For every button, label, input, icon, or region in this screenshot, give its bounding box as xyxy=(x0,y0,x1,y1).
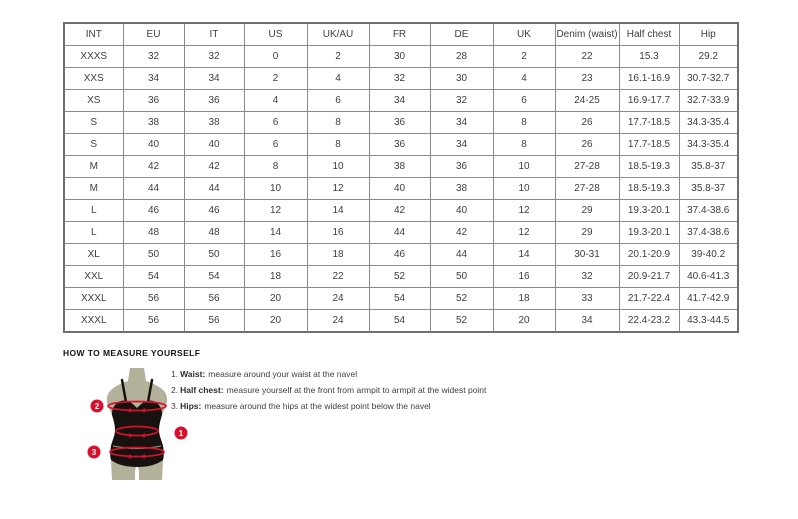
size-value-cell: 44 xyxy=(123,178,184,200)
table-row xyxy=(64,68,738,90)
size-value-cell: 35.8-37 xyxy=(679,178,738,200)
size-value-cell: 30-31 xyxy=(555,244,619,266)
mannequin-illustration xyxy=(86,368,192,482)
table-row xyxy=(64,178,738,200)
instruction-half-chest xyxy=(171,382,486,398)
size-value-cell: 41.7-42.9 xyxy=(679,288,738,310)
size-value-cell: 37.4-38.6 xyxy=(679,200,738,222)
size-value-cell: 6 xyxy=(244,134,307,156)
size-value-cell: 56 xyxy=(184,310,244,333)
size-value-cell: 4 xyxy=(244,90,307,112)
size-value-cell: 14 xyxy=(493,244,555,266)
size-table xyxy=(63,22,739,333)
size-value-cell: 48 xyxy=(123,222,184,244)
column-header: US xyxy=(244,23,307,46)
size-value-cell: 54 xyxy=(369,310,430,333)
marker-3-hips xyxy=(88,446,101,459)
size-table-head xyxy=(64,23,738,46)
size-value-cell: 30.7-32.7 xyxy=(679,68,738,90)
size-label-cell: XL xyxy=(64,244,123,266)
size-value-cell: 32 xyxy=(123,46,184,68)
size-value-cell: 8 xyxy=(244,156,307,178)
size-value-cell: 10 xyxy=(493,156,555,178)
size-value-cell: 26 xyxy=(555,112,619,134)
size-value-cell: 29 xyxy=(555,222,619,244)
instruction-label: Waist: xyxy=(180,369,206,379)
table-row xyxy=(64,244,738,266)
size-value-cell: 30 xyxy=(430,68,493,90)
size-value-cell: 35.8-37 xyxy=(679,156,738,178)
instruction-text: measure yourself at the front from armpit to armpit at the widest point xyxy=(226,385,487,395)
size-label-cell: L xyxy=(64,222,123,244)
size-value-cell: 18.5-19.3 xyxy=(619,178,679,200)
size-value-cell: 32 xyxy=(555,266,619,288)
size-value-cell: 36 xyxy=(123,90,184,112)
size-value-cell: 29 xyxy=(555,200,619,222)
column-header: Denim (waist) xyxy=(555,23,619,46)
size-value-cell: 44 xyxy=(430,244,493,266)
size-value-cell: 34.3-35.4 xyxy=(679,112,738,134)
size-value-cell: 22 xyxy=(307,266,369,288)
size-value-cell: 32.7-33.9 xyxy=(679,90,738,112)
size-value-cell: 15.3 xyxy=(619,46,679,68)
size-label-cell: S xyxy=(64,134,123,156)
size-value-cell: 38 xyxy=(123,112,184,134)
size-value-cell: 12 xyxy=(493,200,555,222)
size-value-cell: 4 xyxy=(493,68,555,90)
size-value-cell: 10 xyxy=(493,178,555,200)
size-value-cell: 34 xyxy=(123,68,184,90)
table-row xyxy=(64,288,738,310)
size-value-cell: 16 xyxy=(244,244,307,266)
size-value-cell: 42 xyxy=(430,222,493,244)
column-header: FR xyxy=(369,23,430,46)
size-value-cell: 40 xyxy=(184,134,244,156)
size-value-cell: 20 xyxy=(493,310,555,333)
size-label-cell: M xyxy=(64,178,123,200)
size-value-cell: 18.5-19.3 xyxy=(619,156,679,178)
size-value-cell: 56 xyxy=(184,288,244,310)
size-value-cell: 52 xyxy=(430,310,493,333)
size-label-cell: XS xyxy=(64,90,123,112)
size-value-cell: 50 xyxy=(430,266,493,288)
size-value-cell: 36 xyxy=(369,112,430,134)
size-value-cell: 46 xyxy=(369,244,430,266)
measure-heading: HOW TO MEASURE YOURSELF xyxy=(63,348,201,358)
size-value-cell: 20 xyxy=(244,288,307,310)
size-value-cell: 22.4-23.2 xyxy=(619,310,679,333)
size-value-cell: 52 xyxy=(369,266,430,288)
size-label-cell: XXXL xyxy=(64,288,123,310)
size-value-cell: 27-28 xyxy=(555,156,619,178)
size-value-cell: 2 xyxy=(493,46,555,68)
table-row xyxy=(64,134,738,156)
size-value-cell: 56 xyxy=(123,310,184,333)
size-label-cell: L xyxy=(64,200,123,222)
column-header: UK/AU xyxy=(307,23,369,46)
size-value-cell: 56 xyxy=(123,288,184,310)
size-value-cell: 46 xyxy=(123,200,184,222)
size-value-cell: 34 xyxy=(555,310,619,333)
size-value-cell: 24 xyxy=(307,288,369,310)
size-value-cell: 44 xyxy=(369,222,430,244)
size-value-cell: 40 xyxy=(123,134,184,156)
size-value-cell: 23 xyxy=(555,68,619,90)
size-value-cell: 40 xyxy=(430,200,493,222)
column-header: DE xyxy=(430,23,493,46)
table-row xyxy=(64,222,738,244)
table-row xyxy=(64,156,738,178)
size-value-cell: 14 xyxy=(244,222,307,244)
size-value-cell: 17.7-18.5 xyxy=(619,134,679,156)
size-value-cell: 46 xyxy=(184,200,244,222)
size-value-cell: 18 xyxy=(307,244,369,266)
size-value-cell: 34 xyxy=(430,112,493,134)
size-value-cell: 32 xyxy=(369,68,430,90)
size-value-cell: 8 xyxy=(493,134,555,156)
table-row xyxy=(64,46,738,68)
instruction-label: Half chest: xyxy=(180,385,224,395)
size-value-cell: 16 xyxy=(307,222,369,244)
size-value-cell: 10 xyxy=(244,178,307,200)
size-value-cell: 16.1-16.9 xyxy=(619,68,679,90)
marker-2-label: 2 xyxy=(94,402,100,411)
column-header: EU xyxy=(123,23,184,46)
instruction-number: 3. xyxy=(171,401,179,411)
size-value-cell: 4 xyxy=(307,68,369,90)
instruction-number: 1. xyxy=(171,369,179,379)
column-header: INT xyxy=(64,23,123,46)
column-header: Hip xyxy=(679,23,738,46)
size-value-cell: 36 xyxy=(430,156,493,178)
size-value-cell: 12 xyxy=(493,222,555,244)
size-value-cell: 10 xyxy=(307,156,369,178)
size-value-cell: 34.3-35.4 xyxy=(679,134,738,156)
size-value-cell: 48 xyxy=(184,222,244,244)
size-value-cell: 2 xyxy=(307,46,369,68)
instruction-hips xyxy=(171,398,486,414)
size-value-cell: 29.2 xyxy=(679,46,738,68)
size-value-cell: 6 xyxy=(244,112,307,134)
size-value-cell: 12 xyxy=(307,178,369,200)
size-value-cell: 16.9-17.7 xyxy=(619,90,679,112)
size-value-cell: 32 xyxy=(184,46,244,68)
size-value-cell: 34 xyxy=(369,90,430,112)
column-header: Half chest xyxy=(619,23,679,46)
size-label-cell: XXL xyxy=(64,266,123,288)
size-value-cell: 40.6-41.3 xyxy=(679,266,738,288)
size-value-cell: 18 xyxy=(244,266,307,288)
size-value-cell: 8 xyxy=(493,112,555,134)
size-value-cell: 8 xyxy=(307,112,369,134)
table-row xyxy=(64,200,738,222)
size-value-cell: 52 xyxy=(430,288,493,310)
instruction-label: Hips: xyxy=(180,401,202,411)
column-header: UK xyxy=(493,23,555,46)
size-value-cell: 40 xyxy=(369,178,430,200)
size-value-cell: 50 xyxy=(184,244,244,266)
size-value-cell: 22 xyxy=(555,46,619,68)
size-value-cell: 30 xyxy=(369,46,430,68)
column-header: IT xyxy=(184,23,244,46)
size-value-cell: 24-25 xyxy=(555,90,619,112)
size-value-cell: 16 xyxy=(493,266,555,288)
size-table-body xyxy=(64,46,738,333)
table-row xyxy=(64,310,738,333)
size-value-cell: 19.3-20.1 xyxy=(619,222,679,244)
instruction-waist xyxy=(171,366,486,382)
size-label-cell: S xyxy=(64,112,123,134)
size-value-cell: 19.3-20.1 xyxy=(619,200,679,222)
size-value-cell: 6 xyxy=(307,90,369,112)
size-value-cell: 44 xyxy=(184,178,244,200)
instruction-text: measure around the hips at the widest point below the navel xyxy=(204,401,431,411)
size-value-cell: 38 xyxy=(369,156,430,178)
instruction-number: 2. xyxy=(171,385,179,395)
size-value-cell: 43.3-44.5 xyxy=(679,310,738,333)
size-label-cell: XXXS xyxy=(64,46,123,68)
size-value-cell: 28 xyxy=(430,46,493,68)
measure-instructions xyxy=(171,366,486,414)
size-value-cell: 24 xyxy=(307,310,369,333)
size-value-cell: 32 xyxy=(430,90,493,112)
table-row xyxy=(64,266,738,288)
size-value-cell: 38 xyxy=(430,178,493,200)
size-value-cell: 20.9-21.7 xyxy=(619,266,679,288)
marker-3-label: 3 xyxy=(91,448,97,457)
size-value-cell: 54 xyxy=(123,266,184,288)
size-value-cell: 54 xyxy=(184,266,244,288)
size-value-cell: 54 xyxy=(369,288,430,310)
instruction-text: measure around your waist at the navel xyxy=(208,369,358,379)
size-value-cell: 36 xyxy=(369,134,430,156)
size-value-cell: 34 xyxy=(184,68,244,90)
size-value-cell: 36 xyxy=(184,90,244,112)
marker-1-waist xyxy=(175,427,188,440)
size-value-cell: 38 xyxy=(184,112,244,134)
header-row xyxy=(64,23,738,46)
size-value-cell: 6 xyxy=(493,90,555,112)
size-value-cell: 17.7-18.5 xyxy=(619,112,679,134)
size-value-cell: 27-28 xyxy=(555,178,619,200)
size-label-cell: M xyxy=(64,156,123,178)
size-value-cell: 33 xyxy=(555,288,619,310)
size-value-cell: 42 xyxy=(184,156,244,178)
mannequin-figure-icon xyxy=(86,368,192,482)
size-value-cell: 20 xyxy=(244,310,307,333)
table-row xyxy=(64,112,738,134)
marker-2-chest xyxy=(91,400,104,413)
size-label-cell: XXS xyxy=(64,68,123,90)
size-value-cell: 8 xyxy=(307,134,369,156)
size-value-cell: 20.1-20.9 xyxy=(619,244,679,266)
table-row xyxy=(64,90,738,112)
size-value-cell: 12 xyxy=(244,200,307,222)
size-value-cell: 14 xyxy=(307,200,369,222)
size-value-cell: 50 xyxy=(123,244,184,266)
size-value-cell: 2 xyxy=(244,68,307,90)
size-value-cell: 21.7-22.4 xyxy=(619,288,679,310)
size-value-cell: 26 xyxy=(555,134,619,156)
marker-1-label: 1 xyxy=(178,429,184,438)
size-value-cell: 37.4-38.6 xyxy=(679,222,738,244)
size-value-cell: 42 xyxy=(123,156,184,178)
size-value-cell: 0 xyxy=(244,46,307,68)
size-value-cell: 42 xyxy=(369,200,430,222)
size-value-cell: 39-40.2 xyxy=(679,244,738,266)
size-label-cell: XXXL xyxy=(64,310,123,333)
size-value-cell: 34 xyxy=(430,134,493,156)
size-value-cell: 18 xyxy=(493,288,555,310)
